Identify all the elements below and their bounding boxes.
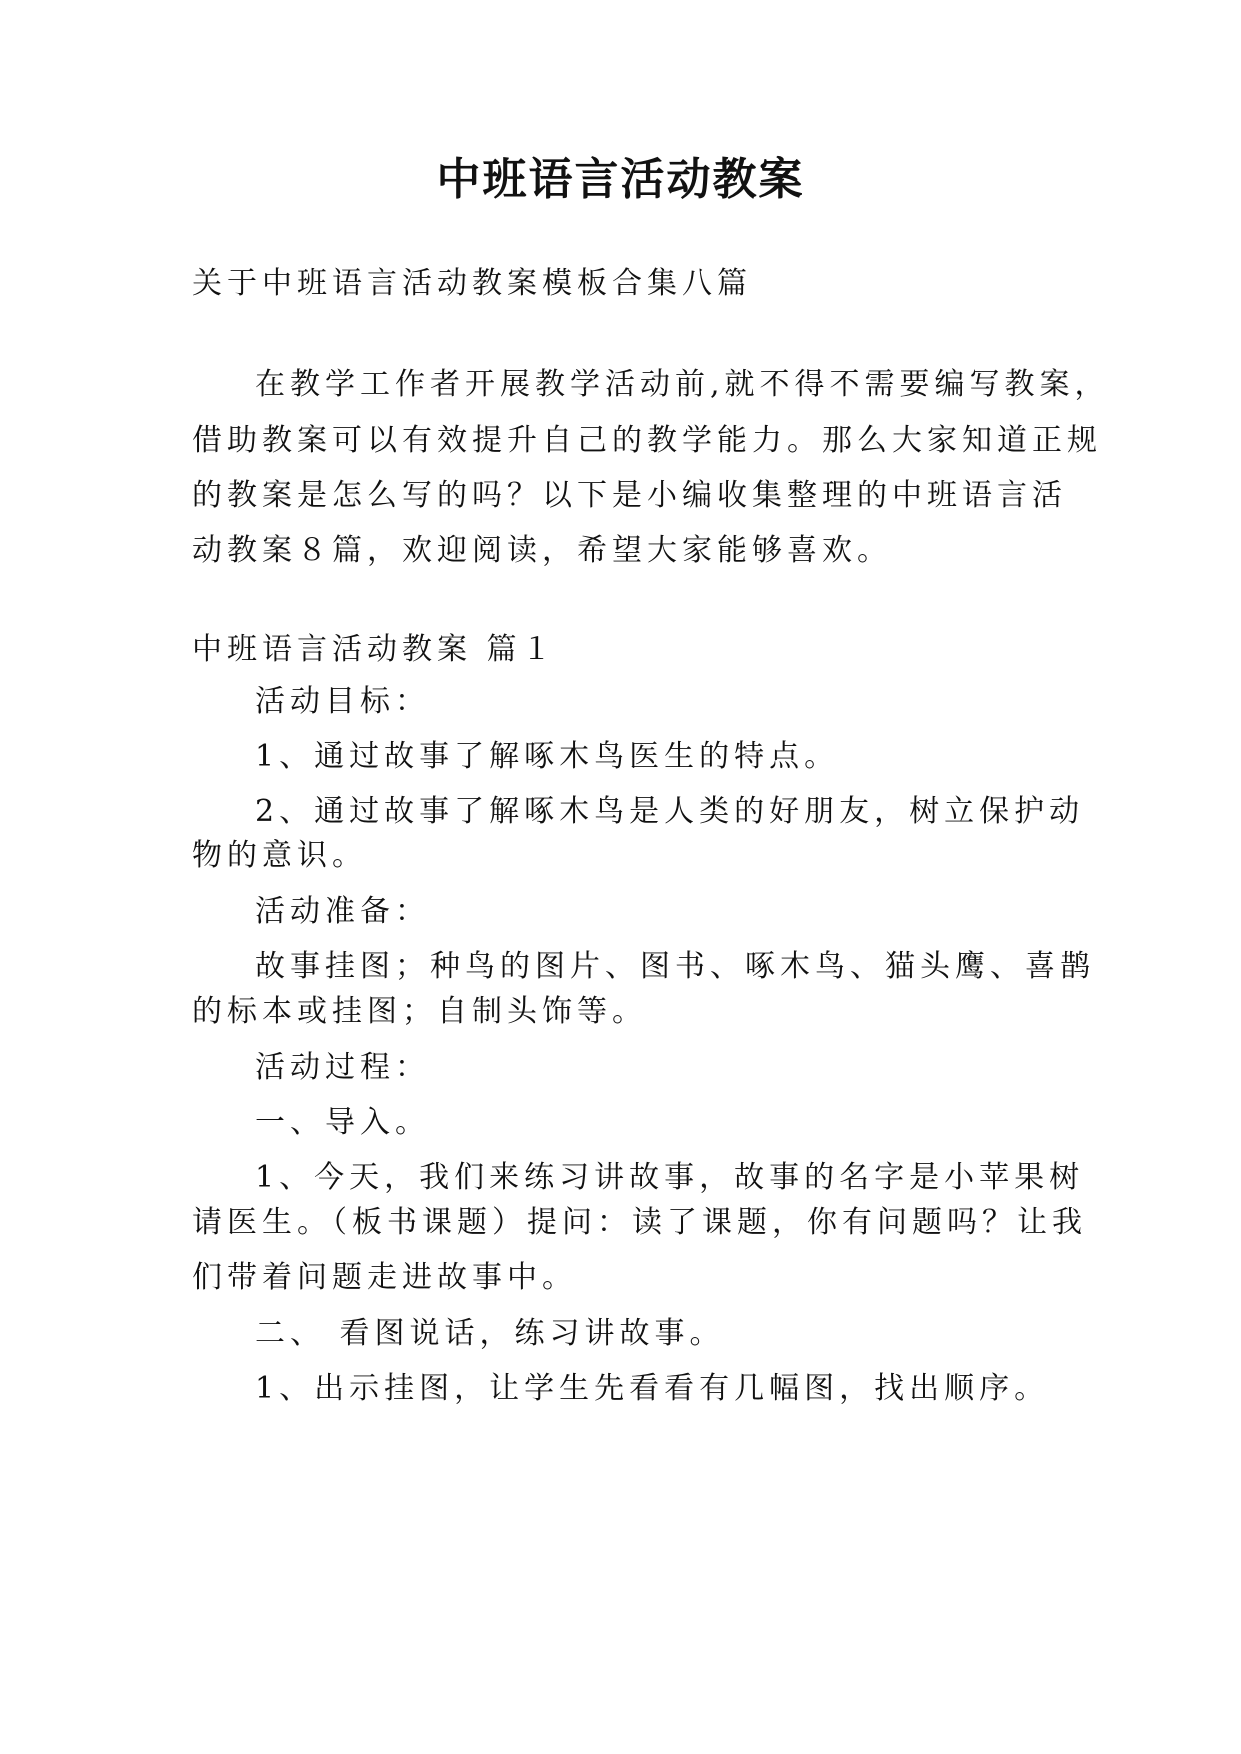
paragraph-line: 二、 看图说话，练习讲故事。 bbox=[255, 1316, 725, 1351]
paragraph-line: 1、出示挂图，让学生先看看有几幅图，找出顺序。 bbox=[255, 1371, 1050, 1406]
paragraph-line: 物的意识。 bbox=[192, 838, 367, 873]
paragraph-line: 活动准备： bbox=[255, 894, 430, 929]
paragraph-line: 活动目标： bbox=[255, 684, 430, 719]
section-heading: 中班语言活动教案 篇１ bbox=[192, 632, 557, 667]
paragraph-line: 的标本或挂图；自制头饰等。 bbox=[192, 994, 647, 1029]
paragraph-line: 1、今天，我们来练习讲故事，故事的名字是小苹果树 bbox=[255, 1160, 1085, 1195]
paragraph-line: 动教案８篇，欢迎阅读，希望大家能够喜欢。 bbox=[192, 533, 892, 568]
paragraph-line: 的教案是怎么写的吗？以下是小编收集整理的中班语言活 bbox=[192, 478, 1067, 513]
paragraph-line: 请医生。（板书课题）提问：读了课题，你有问题吗？让我 bbox=[192, 1205, 1087, 1240]
paragraph-line: 在教学工作者开展教学活动前,就不得不需要编写教案， bbox=[255, 367, 1110, 402]
paragraph-line: 一、导入。 bbox=[255, 1105, 430, 1140]
paragraph-line: 故事挂图；种鸟的图片、图书、啄木鸟、猫头鹰、喜鹊 bbox=[255, 949, 1095, 984]
paragraph-line: 们带着问题走进故事中。 bbox=[192, 1260, 577, 1295]
paragraph-line: 2、通过故事了解啄木鸟是人类的好朋友，树立保护动 bbox=[255, 794, 1085, 829]
paragraph-line: 活动过程： bbox=[255, 1050, 430, 1085]
page-title: 中班语言活动教案 bbox=[436, 154, 805, 205]
paragraph-line: 借助教案可以有效提升自己的教学能力。那么大家知道正规 bbox=[192, 423, 1102, 458]
document-subtitle: 关于中班语言活动教案模板合集八篇 bbox=[192, 266, 752, 301]
paragraph-line: 1、通过故事了解啄木鸟医生的特点。 bbox=[255, 739, 840, 774]
